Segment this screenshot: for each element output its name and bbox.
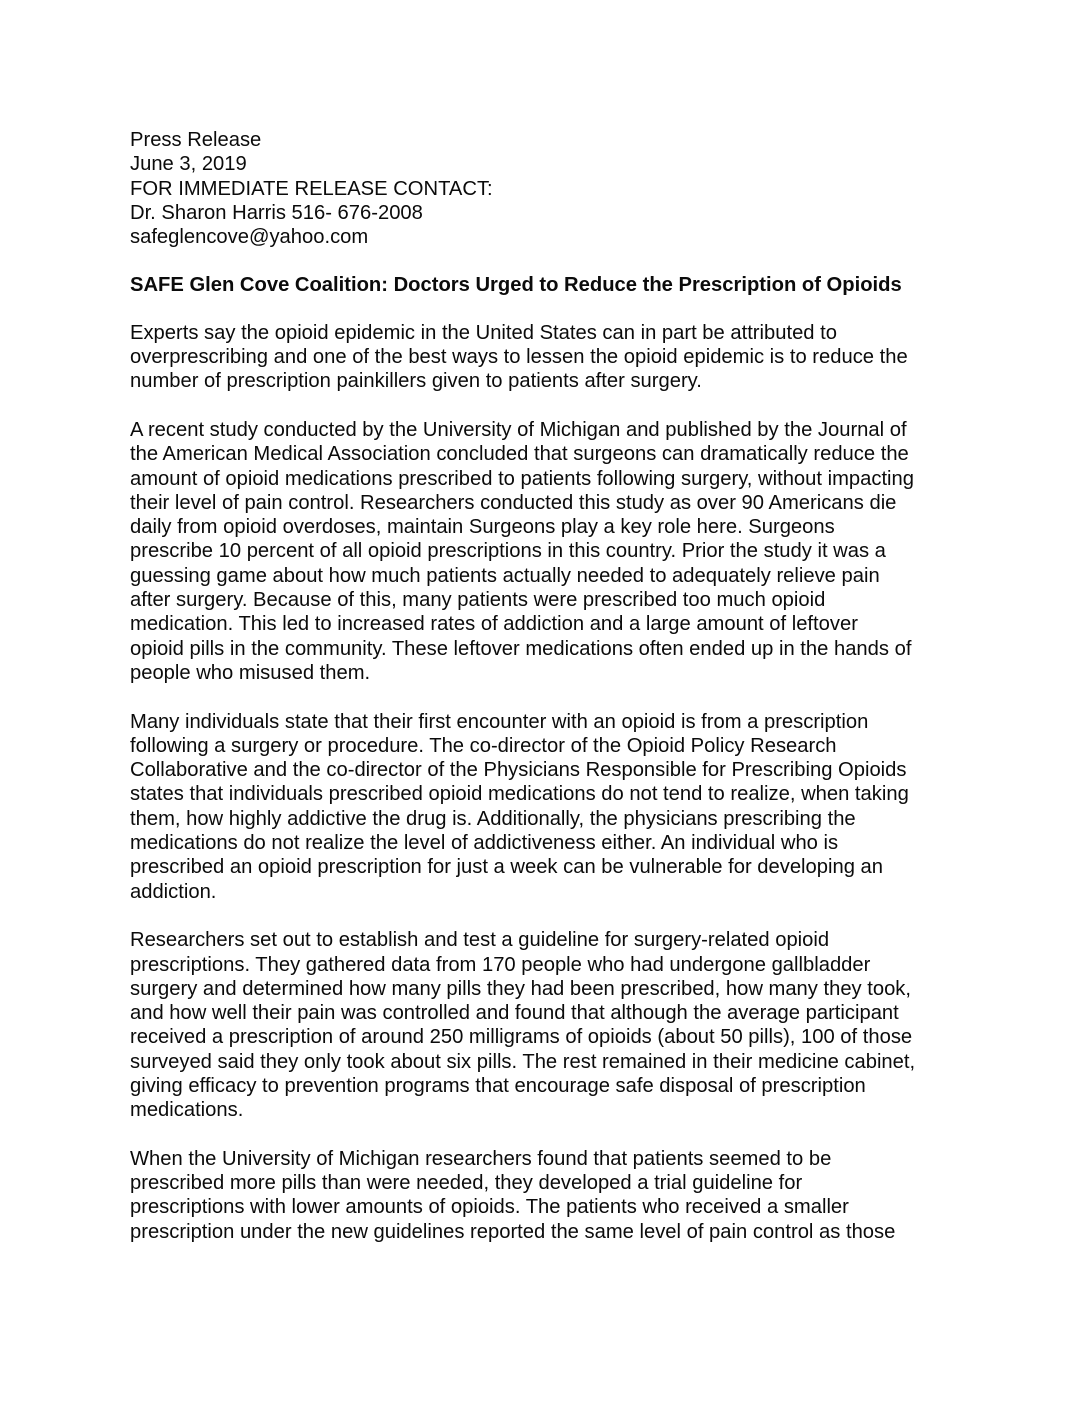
header-line-date: June 3, 2019 [130,153,247,176]
paragraph-line: received a prescription of around 250 milligrams of opioids (about 50 pills), 100 of those [130,1026,913,1049]
paragraph-line: surveyed said they only took about six pills. The rest remained in their medicine cabinet, [130,1050,916,1073]
header-line-contact-label: FOR IMMEDIATE RELEASE CONTACT: [130,177,493,200]
paragraph-line: guessing game about how much patients actually needed to adequately relieve pain [130,564,880,587]
paragraph-line: prescriptions with lower amounts of opioids. The patients who received a smaller [130,1196,849,1219]
paragraph-line: Collaborative and the co-director of the Physicians Responsible for Prescribing Opioids [130,759,907,782]
paragraph-line: prescribed more pills than were needed, they developed a trial guideline for [130,1172,803,1195]
paragraph-line: When the University of Michigan researchers found that patients seemed to be [130,1147,832,1170]
paragraph-line: prescribed an opioid prescription for just a week can be vulnerable for developing an [130,856,883,879]
paragraph-line: daily from opioid overdoses, maintain Surgeons play a key role here. Surgeons [130,516,835,539]
paragraph-line: states that individuals prescribed opioid medications do not tend to realize, when taking [130,783,909,806]
press-release-content [130,128,970,1244]
paragraph-5 [130,1147,970,1244]
paragraph-line: opioid pills in the community. These leftover medications often ended up in the hands of [130,637,912,660]
body-text [130,321,970,1244]
paragraph-line: prescription under the new guidelines reported the same level of pain control as those [130,1220,896,1243]
paragraph-line: overprescribing and one of the best ways to lessen the opioid epidemic is to reduce the [130,346,908,369]
paragraph-line: Experts say the opioid epidemic in the United States can in part be attributed to [130,321,837,344]
contact-header [130,128,970,249]
paragraph-line: medications. [130,1099,244,1122]
header-line-email: safeglencove@yahoo.com [130,226,369,249]
paragraph-line: their level of pain control. Researchers conducted this study as over 90 Americans die [130,491,897,514]
paragraph-line: number of prescription painkillers given to patients after surgery. [130,370,702,393]
paragraph-line: them, how highly addictive the drug is. Additionally, the physicians prescribing the [130,807,856,830]
paragraph-line: after surgery. Because of this, many patients were prescribed too much opioid [130,589,826,612]
paragraph-line: giving efficacy to prevention programs that encourage safe disposal of prescription [130,1074,866,1097]
header-line-label: Press Release [130,129,262,151]
paragraph-line: following a surgery or procedure. The co-director of the Opioid Policy Research [130,734,837,757]
paragraph-line: medication. This led to increased rates of addiction and a large amount of leftover [130,613,858,636]
paragraph-2 [130,418,970,685]
paragraph-line: addiction. [130,880,217,903]
paragraph-line: surgery and determined how many pills they had been prescribed, how many they took, [130,977,912,1000]
headline: SAFE Glen Cove Coalition: Doctors Urged to Reduce the Prescription of Opioids [130,274,902,297]
paragraph-1 [130,321,970,394]
paragraph-line: prescribe 10 percent of all opioid prescriptions in this country. Prior the study it was a [130,540,886,563]
paragraph-line: Many individuals state that their first encounter with an opioid is from a prescription [130,710,869,733]
paragraph-4 [130,928,970,1122]
paragraph-line: A recent study conducted by the University of Michigan and published by the Journal of [130,418,907,441]
paragraph-3 [130,710,970,904]
paragraph-line: amount of opioid medications prescribed to patients following surgery, without impacting [130,467,914,490]
paragraph-line: Researchers set out to establish and test a guideline for surgery-related opioid [130,929,830,952]
paragraph-line: people who misused them. [130,661,371,684]
paragraph-line: and how well their pain was controlled and found that although the average participant [130,1002,899,1025]
header-line-contact-person: Dr. Sharon Harris 516- 676-2008 [130,201,423,224]
paragraph-line: medications do not realize the level of addictiveness either. An individual who is [130,832,839,855]
paragraph-line: prescriptions. They gathered data from 170 people who had undergone gallbladder [130,953,871,976]
paragraph-line: the American Medical Association concluded that surgeons can dramatically reduce the [130,443,909,466]
